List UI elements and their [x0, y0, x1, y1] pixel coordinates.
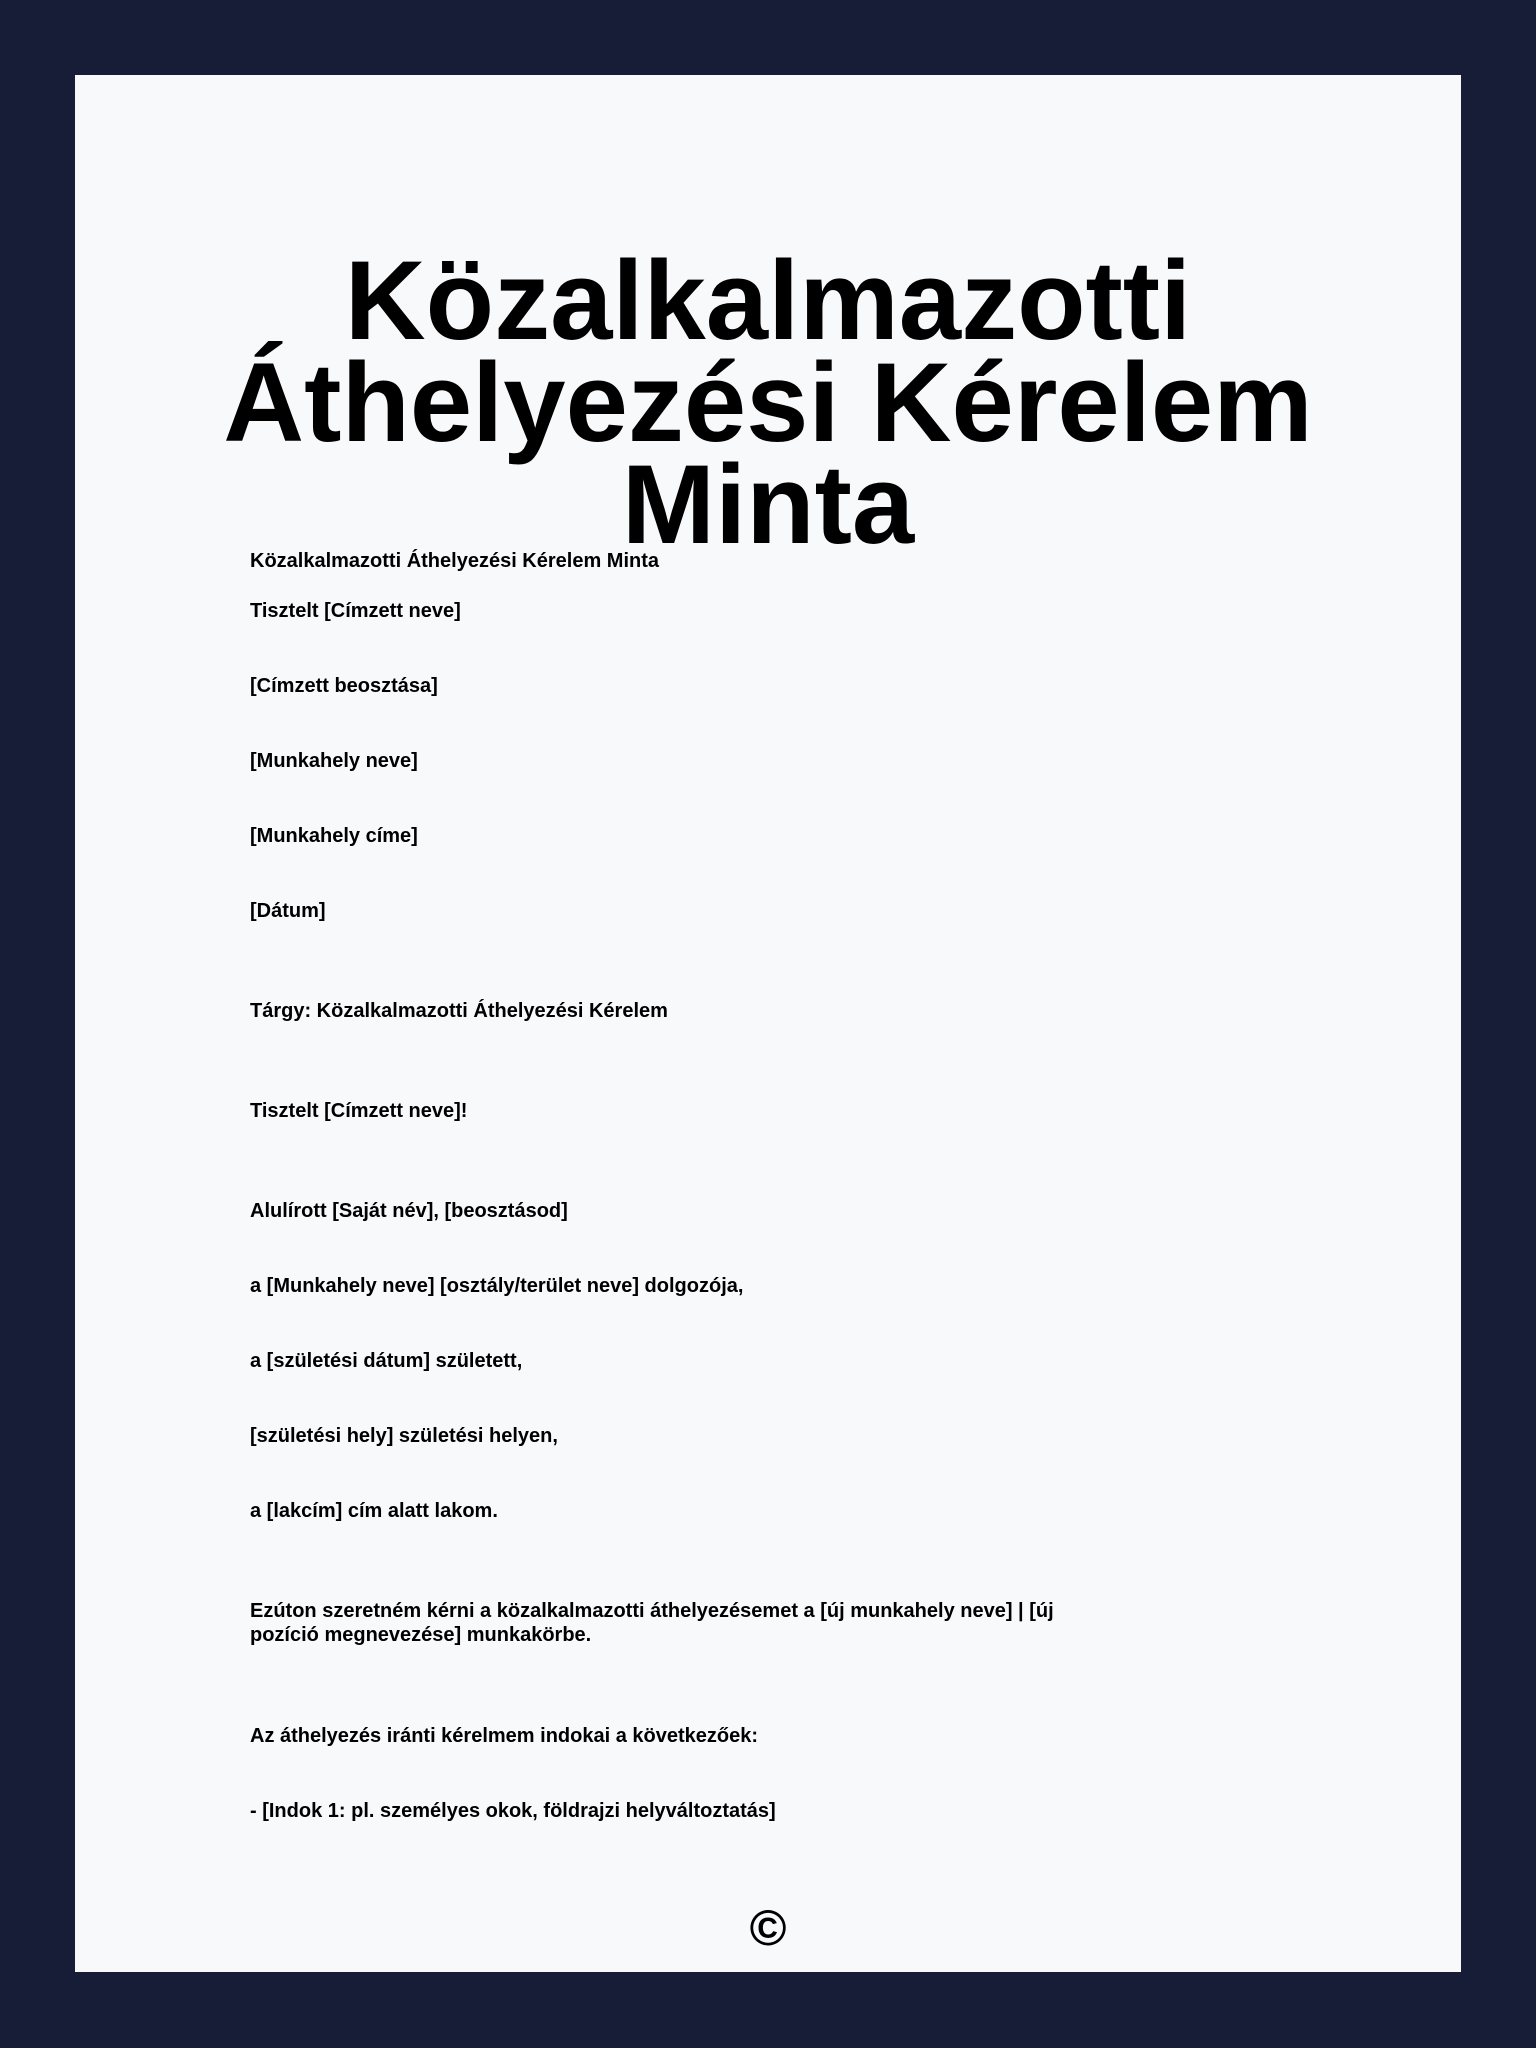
- intro-line-4: [születési hely] születési helyen,: [250, 1425, 558, 1447]
- request-paragraph: Ezúton szeretném kérni a közalkalmazotti áthelyezésemet a [új munkahely neve] | [új pozíció megnevezése] munkakörbe.: [250, 1600, 1054, 1646]
- document-page: [75, 75, 1461, 1972]
- reason-item-1: - [Indok 1: pl. személyes okok, földrajzi helyváltoztatás]: [250, 1800, 776, 1822]
- workplace-name: [Munkahely neve]: [250, 750, 418, 772]
- reasons-intro: Az áthelyezés iránti kérelmem indokai a következőek:: [250, 1725, 758, 1747]
- letter-heading: Közalkalmazotti Áthelyezési Kérelem Minta: [250, 550, 660, 572]
- recipient-line: Tisztelt [Címzett neve]: [250, 600, 461, 622]
- intro-line-2: a [Munkahely neve] [osztály/terület neve] dolgozója,: [250, 1275, 744, 1297]
- document-title: Közalkalmazotti Áthelyezési Kérelem Minta: [223, 238, 1313, 567]
- copyright-icon: ©: [749, 1900, 787, 1956]
- recipient-position: [Címzett beosztása]: [250, 675, 438, 697]
- intro-line-1: Alulírott [Saját név], [beosztásod]: [250, 1200, 568, 1222]
- workplace-address: [Munkahely címe]: [250, 825, 418, 847]
- intro-line-3: a [születési dátum] született,: [250, 1350, 523, 1372]
- subject-line: Tárgy: Közalkalmazotti Áthelyezési Kérelem: [250, 1000, 668, 1022]
- salutation: Tisztelt [Címzett neve]!: [250, 1100, 468, 1122]
- intro-line-5: a [lakcím] cím alatt lakom.: [250, 1500, 498, 1522]
- date-line: [Dátum]: [250, 900, 326, 922]
